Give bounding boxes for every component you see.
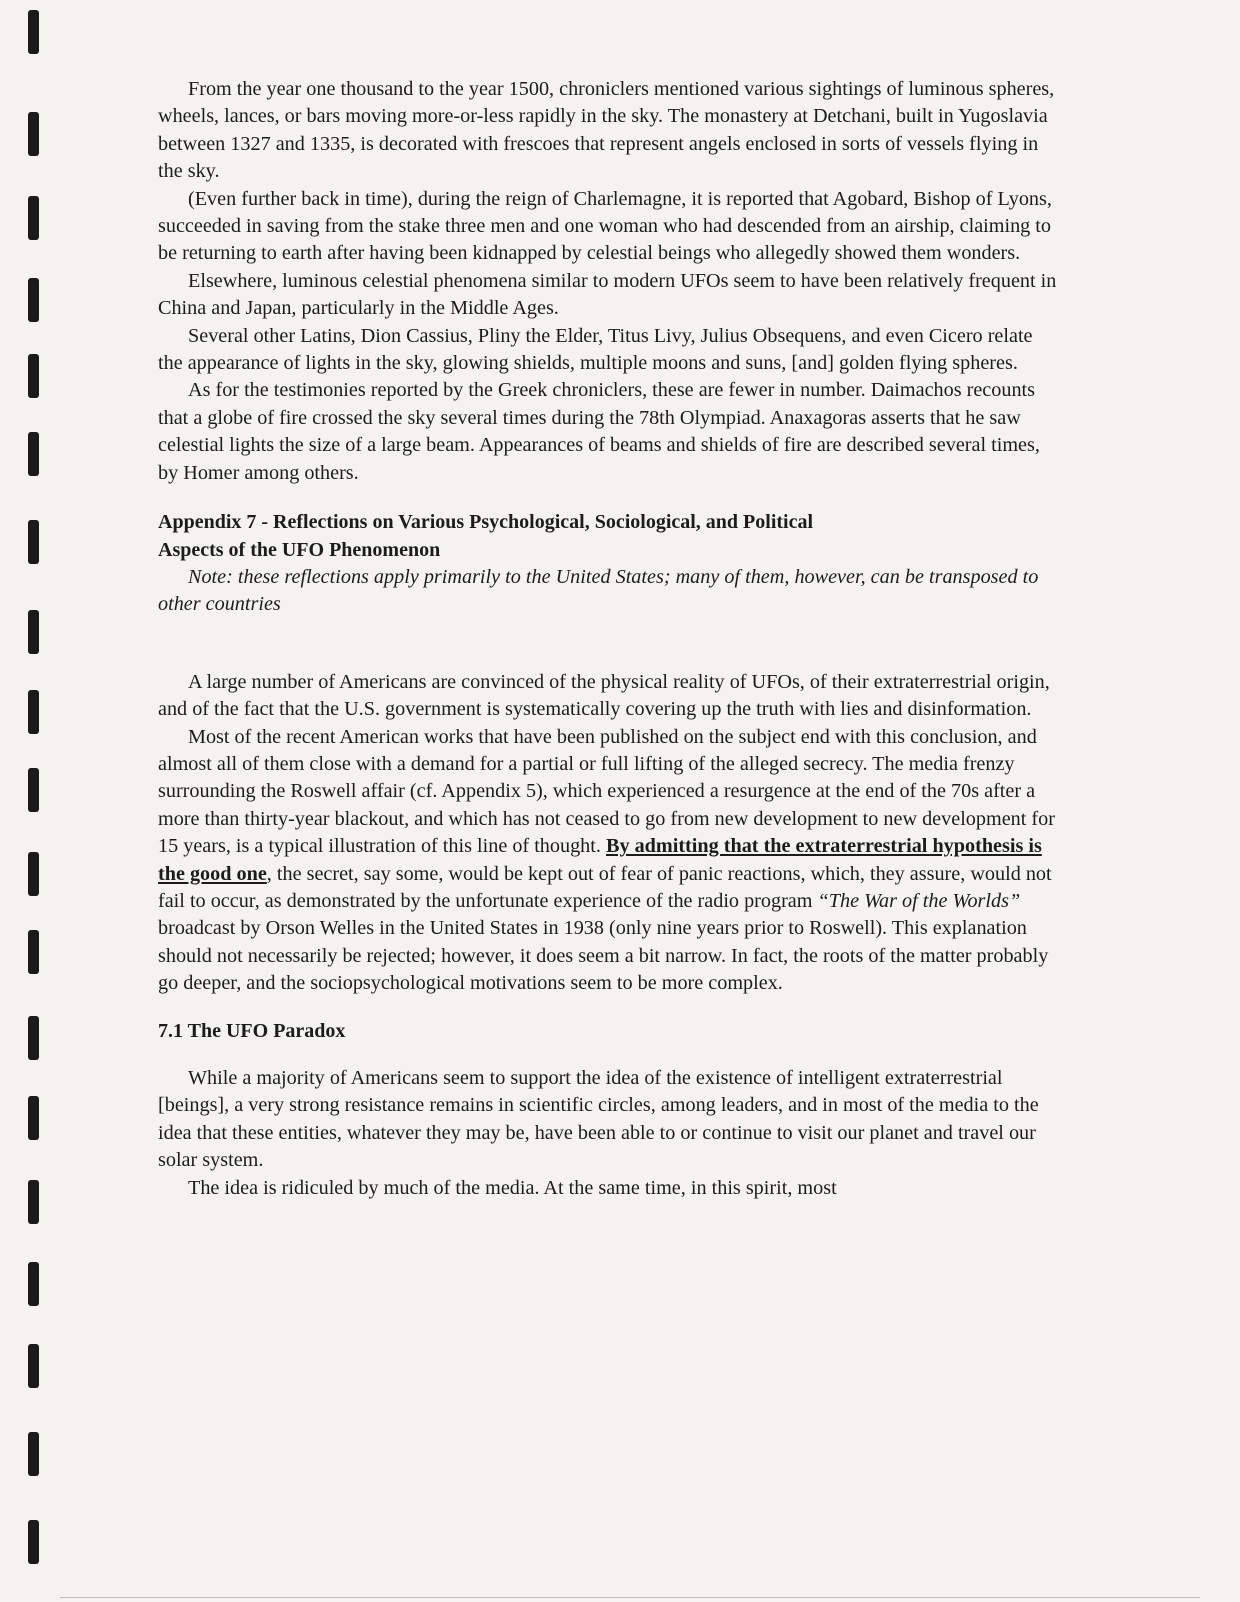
appendix-note: Note: these reflections apply primarily to the United States; many of them, however, can be transposed to other countries	[158, 565, 1039, 616]
binder-hole	[28, 278, 39, 322]
spacer	[158, 619, 1058, 669]
binder-hole	[28, 1432, 39, 1476]
paragraph-roswell	[158, 724, 1058, 998]
binder-hole	[28, 852, 39, 896]
binder-hole	[28, 768, 39, 812]
binder-hole	[28, 930, 39, 974]
paragraph: Several other Latins, Dion Cassius, Pliny the Elder, Titus Livy, Julius Obsequens, and even Cicero relate the appearance of lights in the sky, glowing shields, multiple moons and suns, [and] golden flying spheres.	[158, 324, 1033, 375]
radio-program-title: “The War of the Worlds”	[817, 889, 1021, 912]
binder-hole	[28, 1180, 39, 1224]
binder-hole	[28, 196, 39, 240]
paragraph: The idea is ridiculed by much of the media. At the same time, in this spirit, most	[188, 1176, 837, 1199]
spacer	[158, 1045, 1058, 1065]
binder-hole	[28, 690, 39, 734]
binder-hole	[28, 1520, 39, 1564]
paragraph: A large number of Americans are convinced of the physical reality of UFOs, of their extraterrestrial origin, and of the fact that the U.S. government is systematically covering up the truth with lies and disinformation.	[158, 670, 1050, 721]
paragraph: As for the testimonies reported by the Greek chroniclers, these are fewer in number. Daimachos recounts that a globe of fire crossed the sky several times during the 78th Olympiad. Anaxagoras asserts that he saw celestial lights the size of a large beam. Appearances of beams and shields of fire are described several times, by Homer among others.	[158, 379, 1040, 484]
section-heading: 7.1 The UFO Paradox	[158, 1019, 346, 1042]
binder-hole	[28, 1096, 39, 1140]
appendix-heading-line2: Aspects of the UFO Phenomenon	[158, 538, 441, 561]
binder-hole	[28, 1262, 39, 1306]
spacer	[158, 998, 1058, 1018]
binder-hole	[28, 610, 39, 654]
appendix-heading	[158, 509, 1058, 564]
binder-hole	[28, 10, 39, 54]
binder-holes	[0, 0, 60, 1602]
text-run: broadcast by Orson Welles in the United States in 1938 (only nine years prior to Roswell). This explanation should not necessarily be rejected; however, it does seem a bit narrow. In fact, the roots of the matter probably go deeper, and the sociopsychological motivations seem to be more complex.	[158, 917, 1049, 995]
text-run: , the secret, say some, would be kept out of fear of panic reactions, which, they assure, would not fail to occur, as demonstrated by the unfortunate experience of the radio program	[158, 862, 1052, 912]
paragraph: Elsewhere, luminous celestial phenomena similar to modern UFOs seem to have been relatively frequent in China and Japan, particularly in the Middle Ages.	[158, 269, 1057, 320]
binder-hole	[28, 354, 39, 398]
page-edge-line	[60, 1597, 1200, 1598]
binder-hole	[28, 1344, 39, 1388]
text-run: Most of the recent American works that have been published on the subject end with this conclusion, and almost all of them close with a demand for a partial or full lifting of the alleged secrecy. The media frenzy surrounding the Roswell affair (cf. Appendix 5), which experienced a resurgence at the end of the 70s after a more than thirty-year blackout, and which has not ceased to go from new development to new development for 15 years, is a typical illustration of this line of thought.	[158, 725, 1055, 858]
appendix-heading-line1: Appendix 7 - Reflections on Various Psychological, Sociological, and Political	[158, 511, 814, 534]
binder-hole	[28, 1016, 39, 1060]
paragraph: From the year one thousand to the year 1500, chroniclers mentioned various sightings of luminous spheres, wheels, lances, or bars moving more-or-less rapidly in the sky. The monastery at Detchani, built in Yugoslavia between 1327 and 1335, is decorated with frescoes that represent angels enclosed in sorts of vessels flying in the sky.	[158, 78, 1055, 183]
binder-hole	[28, 520, 39, 564]
binder-hole	[28, 432, 39, 476]
paragraph: (Even further back in time), during the reign of Charlemagne, it is reported that Agobard, Bishop of Lyons, succeeded in saving from the stake three men and one woman who had descended from an airship, claiming to be returning to earth after having been kidnapped by celestial beings who allegedly showed them wonders.	[158, 187, 1052, 265]
binder-hole	[28, 112, 39, 156]
underlined-emphasis: By admitting that the extraterrestrial hypothesis is the good one	[158, 835, 1042, 885]
document-body	[158, 76, 1058, 1202]
spacer	[158, 487, 1058, 509]
paragraph: While a majority of Americans seem to support the idea of the existence of intelligent extraterrestrial [beings], a very strong resistance remains in scientific circles, among leaders, and in most of the media to the idea that these entities, whatever they may be, have been able to or continue to visit our planet and travel our solar system.	[158, 1067, 1039, 1172]
